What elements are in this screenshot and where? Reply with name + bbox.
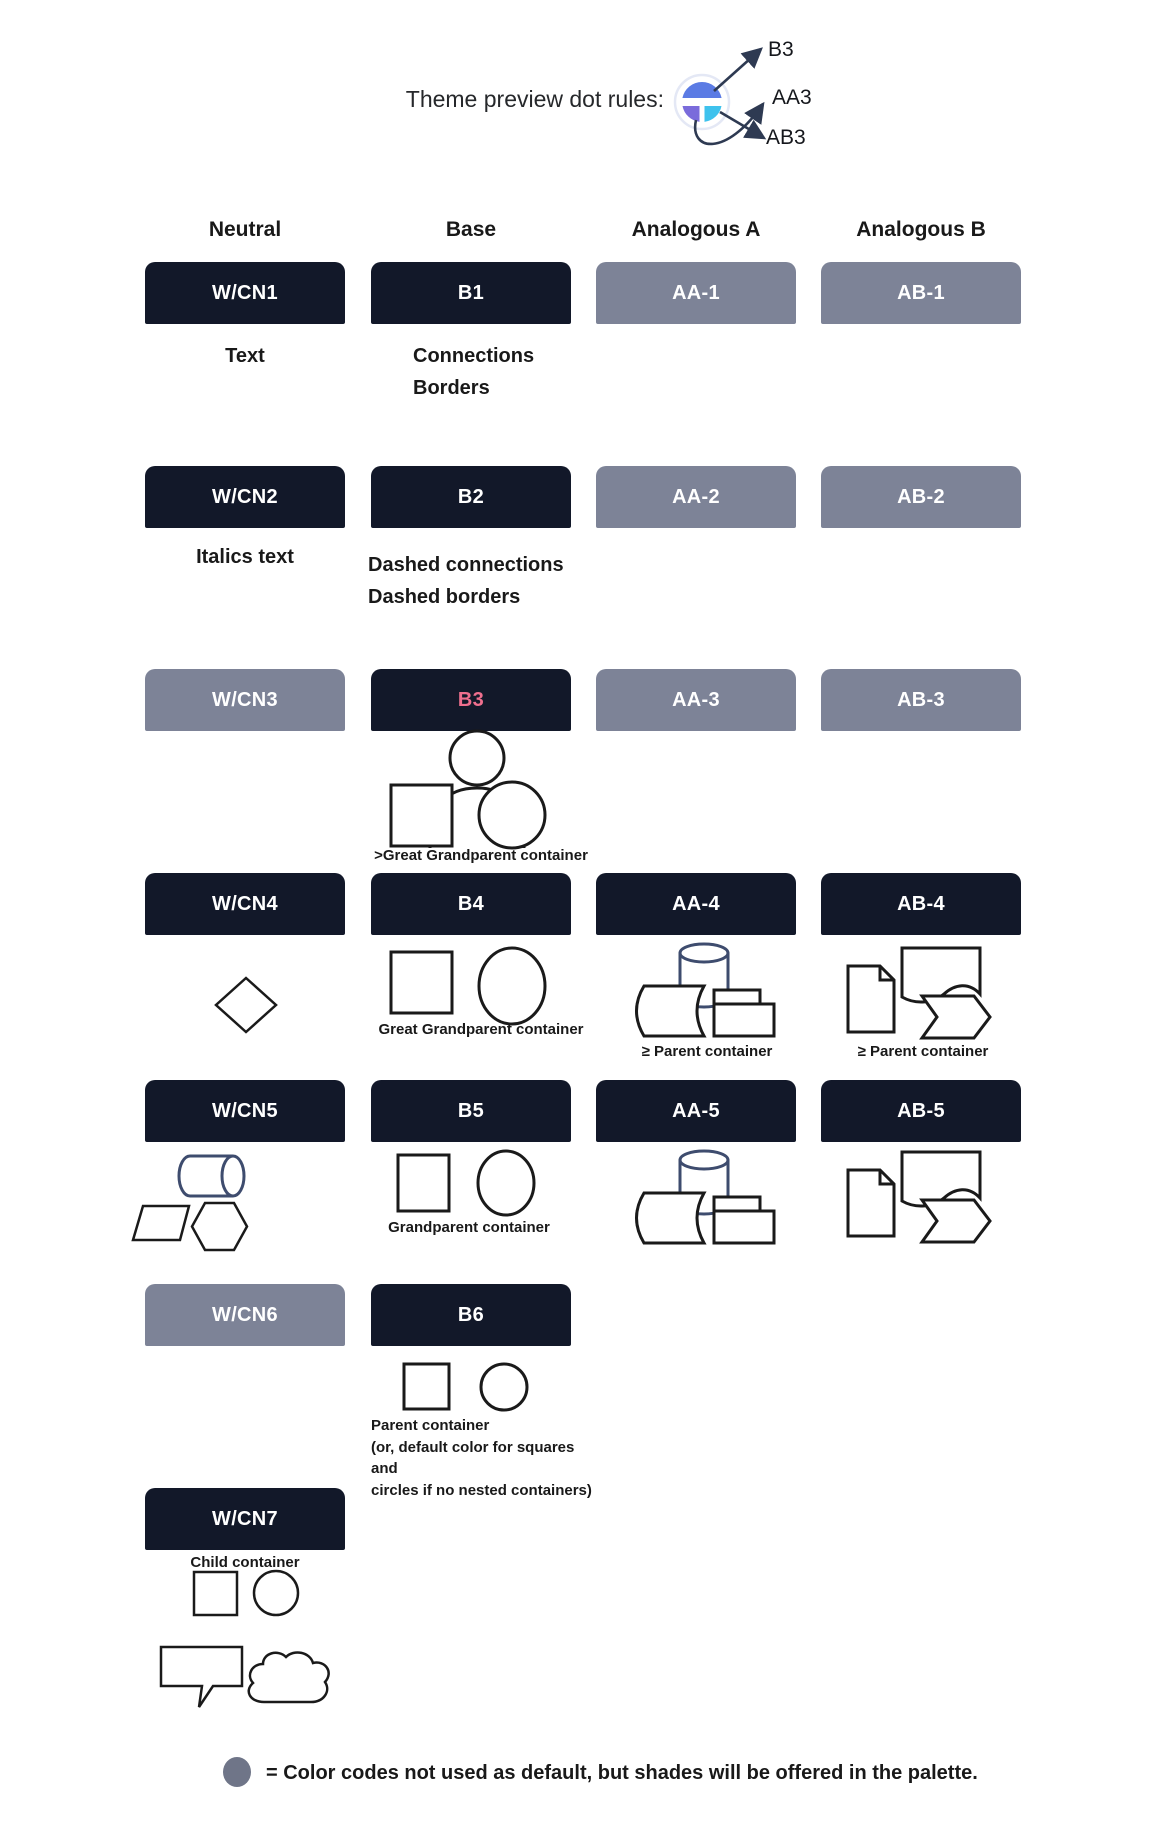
swatch-label: AA-5 [672, 1099, 720, 1122]
swatch-ab2 [821, 466, 1021, 528]
stored-data-shape [637, 1193, 705, 1243]
circle-shape [479, 782, 545, 848]
b3-shape-cluster [380, 726, 560, 858]
stored-data-shape [637, 986, 705, 1036]
swatch-label: AA-4 [672, 892, 720, 915]
speech-bubble-shape [161, 1647, 242, 1707]
column-header-analogous-b: Analogous B [856, 218, 986, 241]
page-shape [848, 966, 894, 1032]
caption-connections: Connections [413, 345, 535, 367]
arrow-to-ab3 [720, 112, 764, 138]
dot-segment-aa3 [683, 106, 700, 122]
cylinder-end-shape [222, 1156, 244, 1196]
aa5-shape-cluster [628, 1145, 778, 1249]
swatch-label: AB-4 [897, 892, 945, 915]
diamond-shape [216, 978, 276, 1032]
swatch-label: AB-1 [897, 281, 945, 304]
b5-shape-cluster [392, 1148, 542, 1218]
swatch-b3 [371, 669, 571, 731]
swatch-aa5 [596, 1080, 796, 1142]
aa4-shape-cluster [628, 938, 778, 1042]
swatch-wcn5 [145, 1080, 345, 1142]
caption-b6-line1: Parent container [371, 1417, 490, 1434]
wcn7-shape-cluster [188, 1566, 303, 1618]
theme-preview-dot-diagram [640, 30, 850, 160]
dot-target-label-b3: B3 [768, 38, 794, 61]
swatch-b1 [371, 262, 571, 324]
tabbed-rect-shape [714, 1004, 774, 1036]
swatch-label: B1 [457, 281, 485, 304]
swatch-wcn6 [145, 1284, 345, 1346]
swatch-aa2 [596, 466, 796, 528]
circle-shape [481, 1364, 527, 1410]
bubble-cloud-cluster [155, 1640, 335, 1712]
swatch-label: B4 [457, 892, 485, 915]
legend-text: = Color codes not used as default, but shades will be offered in the palette. [266, 1762, 978, 1784]
swatch-b2 [371, 466, 571, 528]
square-shape [391, 952, 452, 1013]
circle-shape [479, 948, 545, 1024]
swatch-wcn1 [145, 262, 345, 324]
wave-document-shape [902, 1152, 980, 1206]
caption-b6-line3: circles if no nested containers) [371, 1481, 592, 1499]
caption-b6-line2: (or, default color for squares and [371, 1438, 575, 1477]
caption-b4-shapes: Great Grandparent container [378, 1021, 584, 1038]
chevron-shape [922, 996, 990, 1038]
swatch-aa1 [596, 262, 796, 324]
wave-document-shape [902, 948, 980, 1002]
page-title: Theme preview dot rules: [405, 86, 664, 112]
swatch-aa3 [596, 669, 796, 731]
cylinder-top-shape [680, 1151, 728, 1169]
page-shape [848, 1170, 894, 1236]
caption-b3-shapes: >Great Grandparent container [374, 847, 588, 864]
square-shape [404, 1364, 449, 1409]
swatch-label: W/CN7 [212, 1507, 278, 1530]
swatch-label: B6 [457, 1303, 485, 1326]
swatch-label: AA-3 [672, 688, 720, 711]
legend-dot-icon [223, 1757, 251, 1787]
column-header-neutral: Neutral [208, 218, 282, 241]
caption-aa4-shapes: ≥ Parent container [641, 1043, 773, 1060]
tab-shape [714, 1197, 760, 1211]
swatch-label: W/CN6 [212, 1303, 278, 1326]
cylinder-top-shape [680, 944, 728, 962]
wcn5-shape-cluster [130, 1148, 260, 1260]
tab-shape [714, 990, 760, 1004]
swatch-ab4 [821, 873, 1021, 935]
b4-shape-cluster [385, 944, 555, 1028]
ab5-shape-cluster [838, 1146, 996, 1250]
ab4-shape-cluster [838, 942, 996, 1042]
swatch-label: W/CN1 [212, 281, 278, 304]
square-shape [194, 1572, 237, 1615]
swatch-wcn2 [145, 466, 345, 528]
swatch-aa4 [596, 873, 796, 935]
swatch-label: W/CN2 [212, 485, 278, 508]
caption-b6-shapes [371, 1415, 601, 1501]
swatch-label: B2 [457, 485, 485, 508]
circle-shape [478, 1151, 534, 1215]
swatch-label: B5 [457, 1099, 485, 1122]
tabbed-rect-shape [714, 1211, 774, 1243]
arrow-to-b3 [714, 49, 761, 91]
swatch-wcn3 [145, 669, 345, 731]
dot-segment-ab3 [705, 106, 722, 122]
square-shape [391, 785, 452, 846]
caption-dashed-borders: Dashed borders [368, 586, 521, 608]
caption-b5-shapes: Grandparent container [388, 1219, 550, 1236]
person-head-shape [450, 731, 504, 785]
swatch-label: W/CN5 [212, 1099, 278, 1122]
column-header-base: Base [445, 218, 497, 241]
dot-target-label-aa3: AA3 [772, 86, 812, 109]
swatch-label: W/CN4 [212, 892, 278, 915]
caption-wcn7-shapes: Child container [190, 1554, 300, 1571]
hexagon-shape [192, 1203, 247, 1250]
swatch-b5 [371, 1080, 571, 1142]
swatch-label: AB-3 [897, 688, 945, 711]
swatch-label: W/CN3 [212, 688, 278, 711]
swatch-ab1 [821, 262, 1021, 324]
dot-target-label-ab3: AB3 [766, 126, 806, 149]
dot-arrows-graphic [640, 30, 850, 160]
caption-dashed-connections: Dashed connections [368, 554, 564, 576]
swatch-label: AB-5 [897, 1099, 945, 1122]
swatch-label: AB-2 [897, 485, 945, 508]
caption-text: Text [225, 345, 265, 367]
column-header-analogous-a: Analogous A [631, 218, 761, 241]
square-shape [398, 1155, 449, 1211]
caption-ab4-shapes: ≥ Parent container [857, 1043, 989, 1060]
swatch-label: B3 [457, 688, 485, 711]
swatch-wcn4 [145, 873, 345, 935]
swatch-label: AA-2 [672, 485, 720, 508]
swatch-wcn7 [145, 1488, 345, 1550]
cloud-shape [249, 1652, 329, 1702]
swatch-ab5 [821, 1080, 1021, 1142]
swatch-b6 [371, 1284, 571, 1346]
swatch-label: AA-1 [672, 281, 720, 304]
circle-shape [254, 1571, 298, 1615]
swatch-b4 [371, 873, 571, 935]
caption-italics-text: Italics text [196, 546, 294, 568]
wcn4-shape-cluster [214, 976, 278, 1034]
parallelogram-shape [133, 1206, 189, 1240]
b6-shape-cluster [398, 1358, 533, 1416]
chevron-shape [922, 1200, 990, 1242]
caption-borders: Borders [413, 377, 490, 399]
swatch-ab3 [821, 669, 1021, 731]
